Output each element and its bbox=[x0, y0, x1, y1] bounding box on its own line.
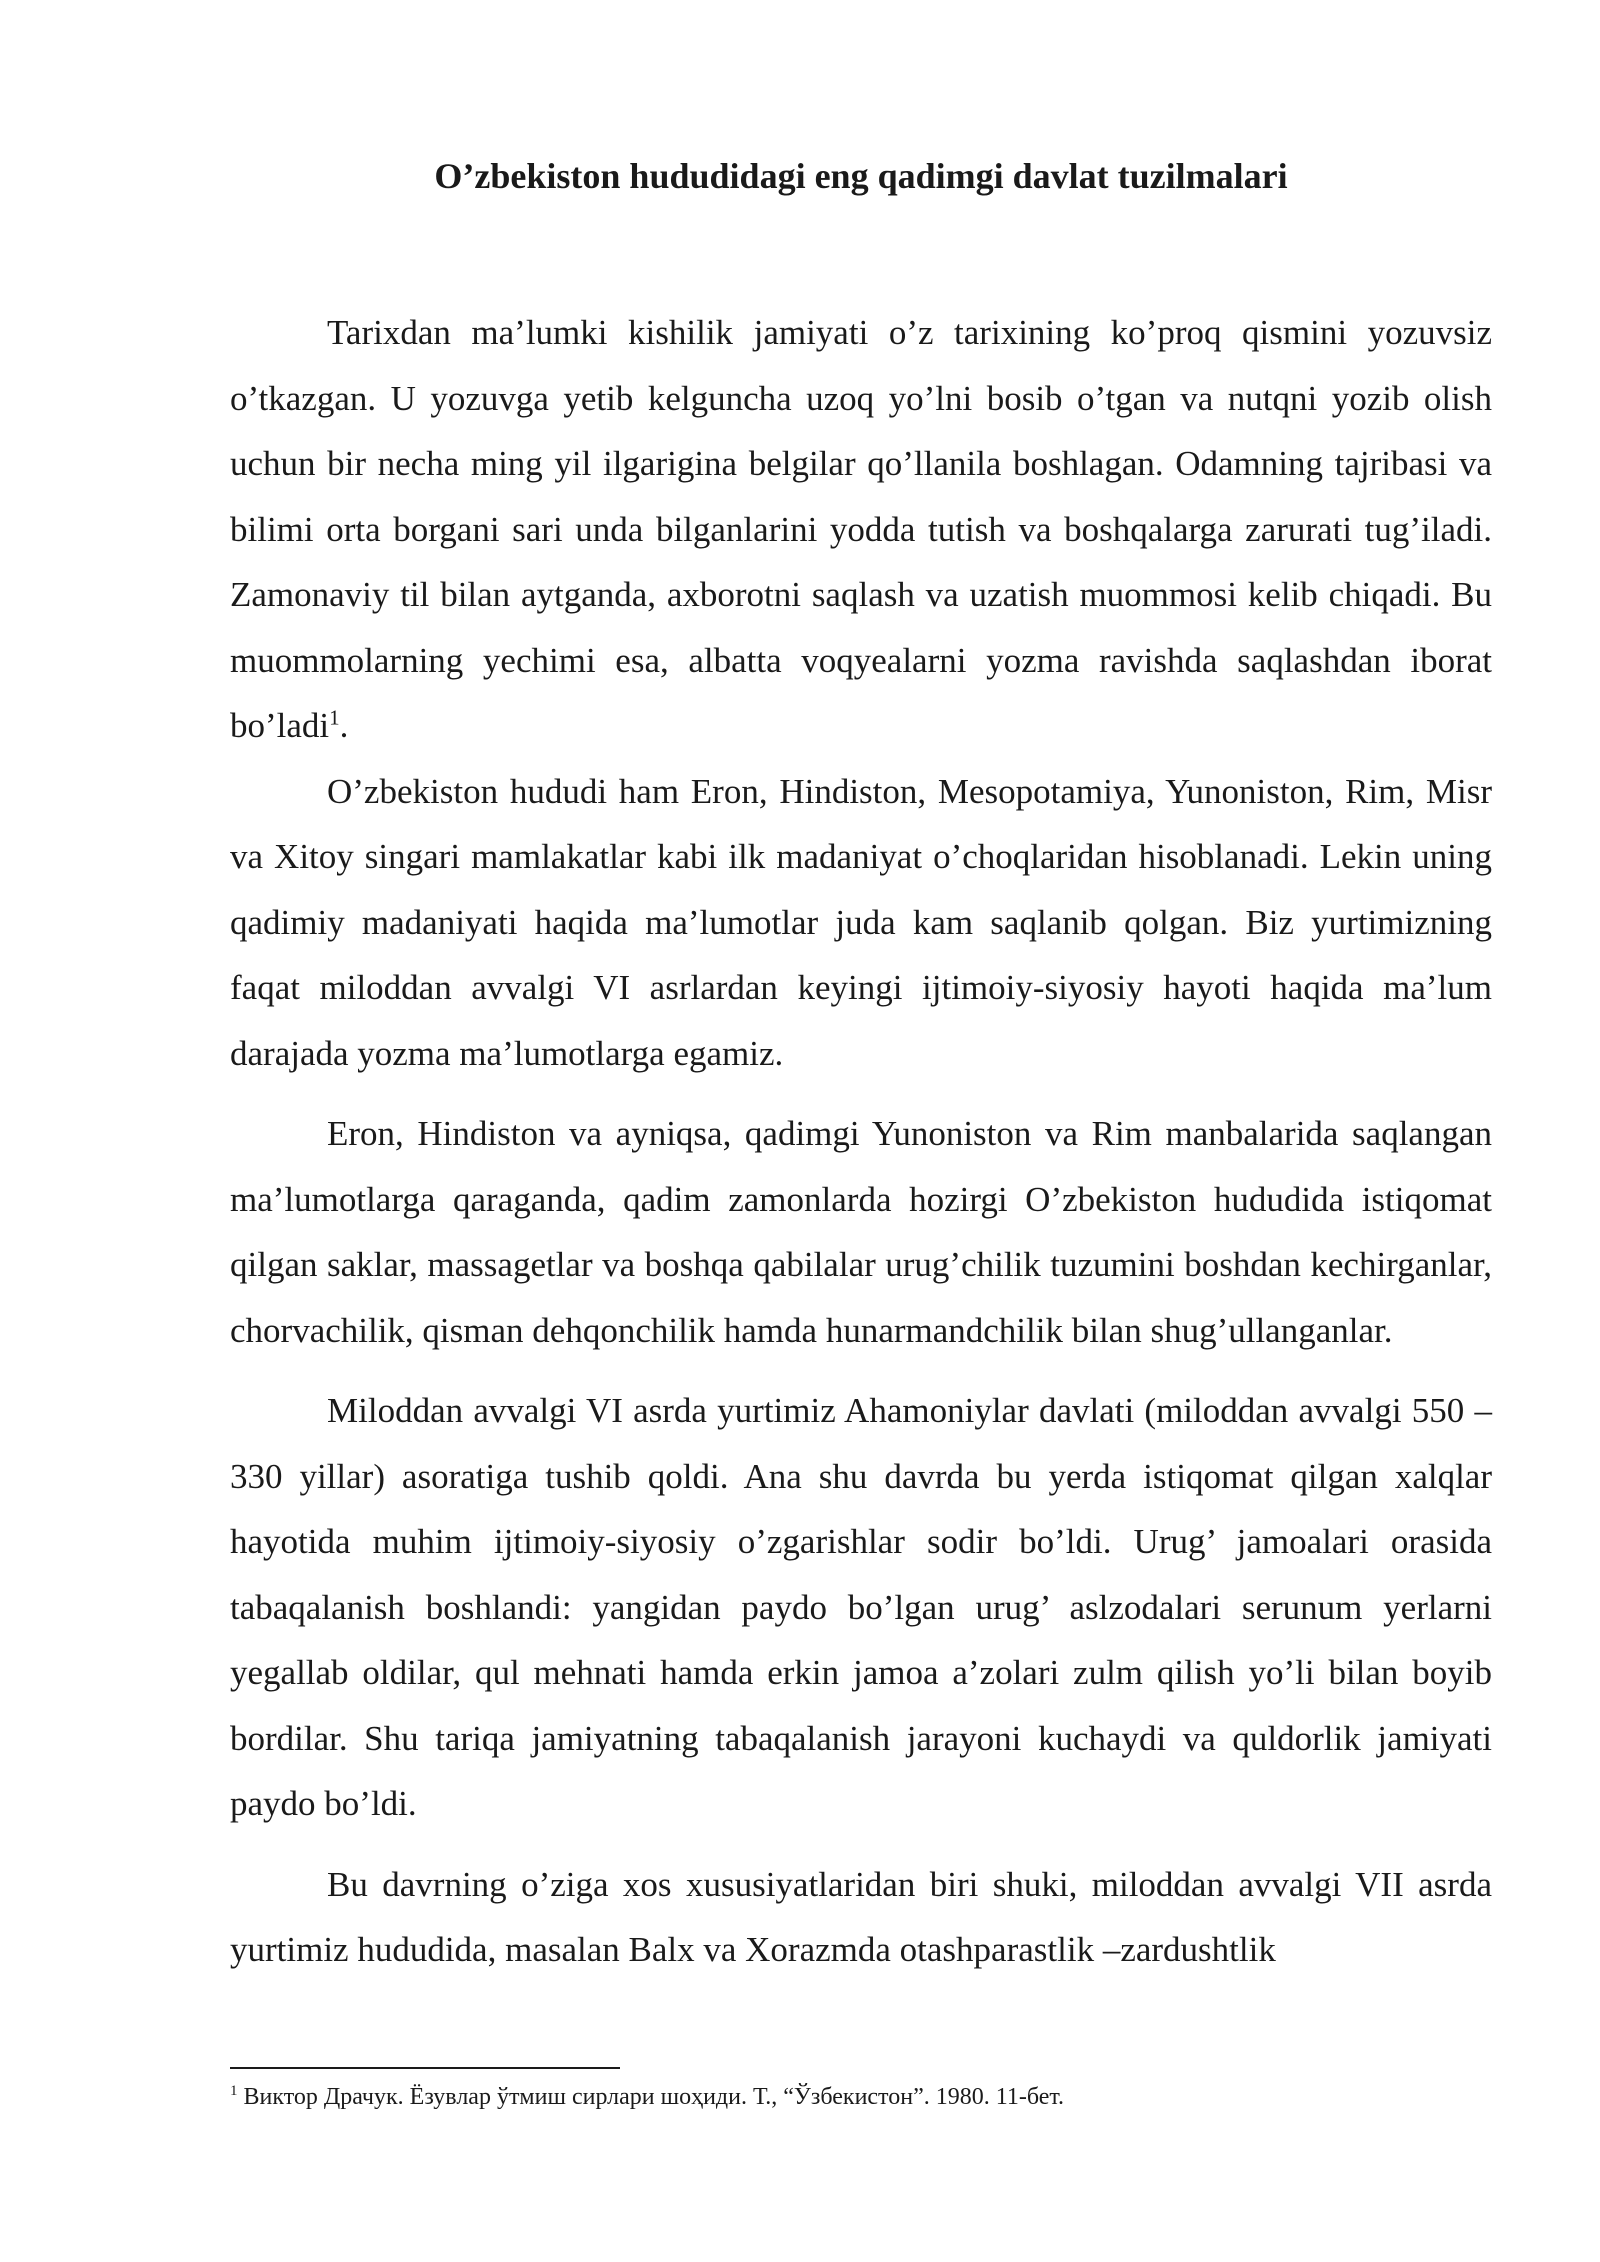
paragraph-1 bbox=[230, 300, 1492, 759]
footnote-reference[interactable]: 1 bbox=[329, 705, 340, 730]
paragraph-1-text: Tarixdan ma’lumki kishilik jamiyati o’z tarixining ko’proq qismini yozuvsiz o’tkazgan. U yozuvga yetib kelguncha uzoq yo’lni bosib o’tgan va nutqni yozib olish uchun bir necha ming yil ilgarigina belgilar qo’llanila boshlagan. Odamning tajribasi va bilimi orta borgani sari unda bilganlarini yodda tutish va boshqalarga zarurati tug’iladi. Zamonaviy til bilan aytganda, axborotni saqlash va uzatish muommosi kelib chiqadi. Bu muommolarning yechimi esa, albatta voqyealarni yozma ravishda saqlashdan iborat bo’ladi bbox=[230, 313, 1492, 745]
paragraph-1-end: . bbox=[339, 706, 349, 745]
footnote-separator bbox=[230, 2067, 620, 2069]
footnote-text: Виктор Драчук. Ёзувлар ўтмиш сирлари шоҳиди. Т., “Ўзбекистон”. 1980. 11-бет. bbox=[237, 2084, 1065, 2110]
document-page bbox=[230, 150, 1492, 1983]
footnote-number: 1 bbox=[230, 2083, 238, 2099]
paragraph-5: Bu davrning o’ziga xos xususiyatlaridan biri shuki, miloddan avvalgi VII asrda yurtimiz hududida, masalan Balx va Xorazmda otashparastlik –zardushtlik bbox=[230, 1864, 1492, 1969]
paragraph-3: Eron, Hindiston va ayniqsa, qadimgi Yunoniston va Rim manbalarida saqlangan ma’lumotlarga qaraganda, qadim zamonlarda hozirgi O’zbekiston hududida istiqomat qilgan saklar, massagetlar va boshqa qabilalar urug’chilik tuzumini boshdan kechirganlar, chorvachilik, qisman dehqonchilik hamda hunarmandchilik bilan shug’ullanganlar. bbox=[230, 1114, 1492, 1350]
paragraph-2: O’zbekiston hududi ham Eron, Hindiston, Mesopotamiya, Yunoniston, Rim, Misr va Xitoy singari mamlakatlar kabi ilk madaniyat o’choqlaridan hisoblanadi. Lekin uning qadimiy madaniyati haqida ma’lumotlar juda kam saqlanib qolgan. Biz yurtimizning faqat miloddan avvalgi VI asrlardan keyingi ijtimoiy-siyosiy hayoti haqida ma’lum darajada yozma ma’lumotlarga egamiz. bbox=[230, 771, 1492, 1073]
footnote bbox=[230, 2080, 1492, 2114]
document-title: O’zbekiston hududidagi eng qadimgi davlat tuzilmalari bbox=[434, 156, 1288, 196]
paragraph-4: Miloddan avvalgi VI asrda yurtimiz Ahamoniylar davlati (miloddan avvalgi 550 – 330 yillar) asoratiga tushib qoldi. Ana shu davrda bu yerda istiqomat qilgan xalqlar hayotida muhim ijtimoiy-siyosiy o’zgarishlar sodir bo’ldi. Urug’ jamoalari orasida tabaqalanish boshlandi: yangidan paydo bo’lgan urug’ aslzodalari serunum yerlarni yegallab oldilar, qul mehnati hamda erkin jamoa a’zolari zulm qilish yo’li bilan boyib bordilar. Shu tariqa jamiyatning tabaqalanish jarayoni kuchaydi va quldorlik jamiyati paydo bo’ldi. bbox=[230, 1391, 1492, 1823]
